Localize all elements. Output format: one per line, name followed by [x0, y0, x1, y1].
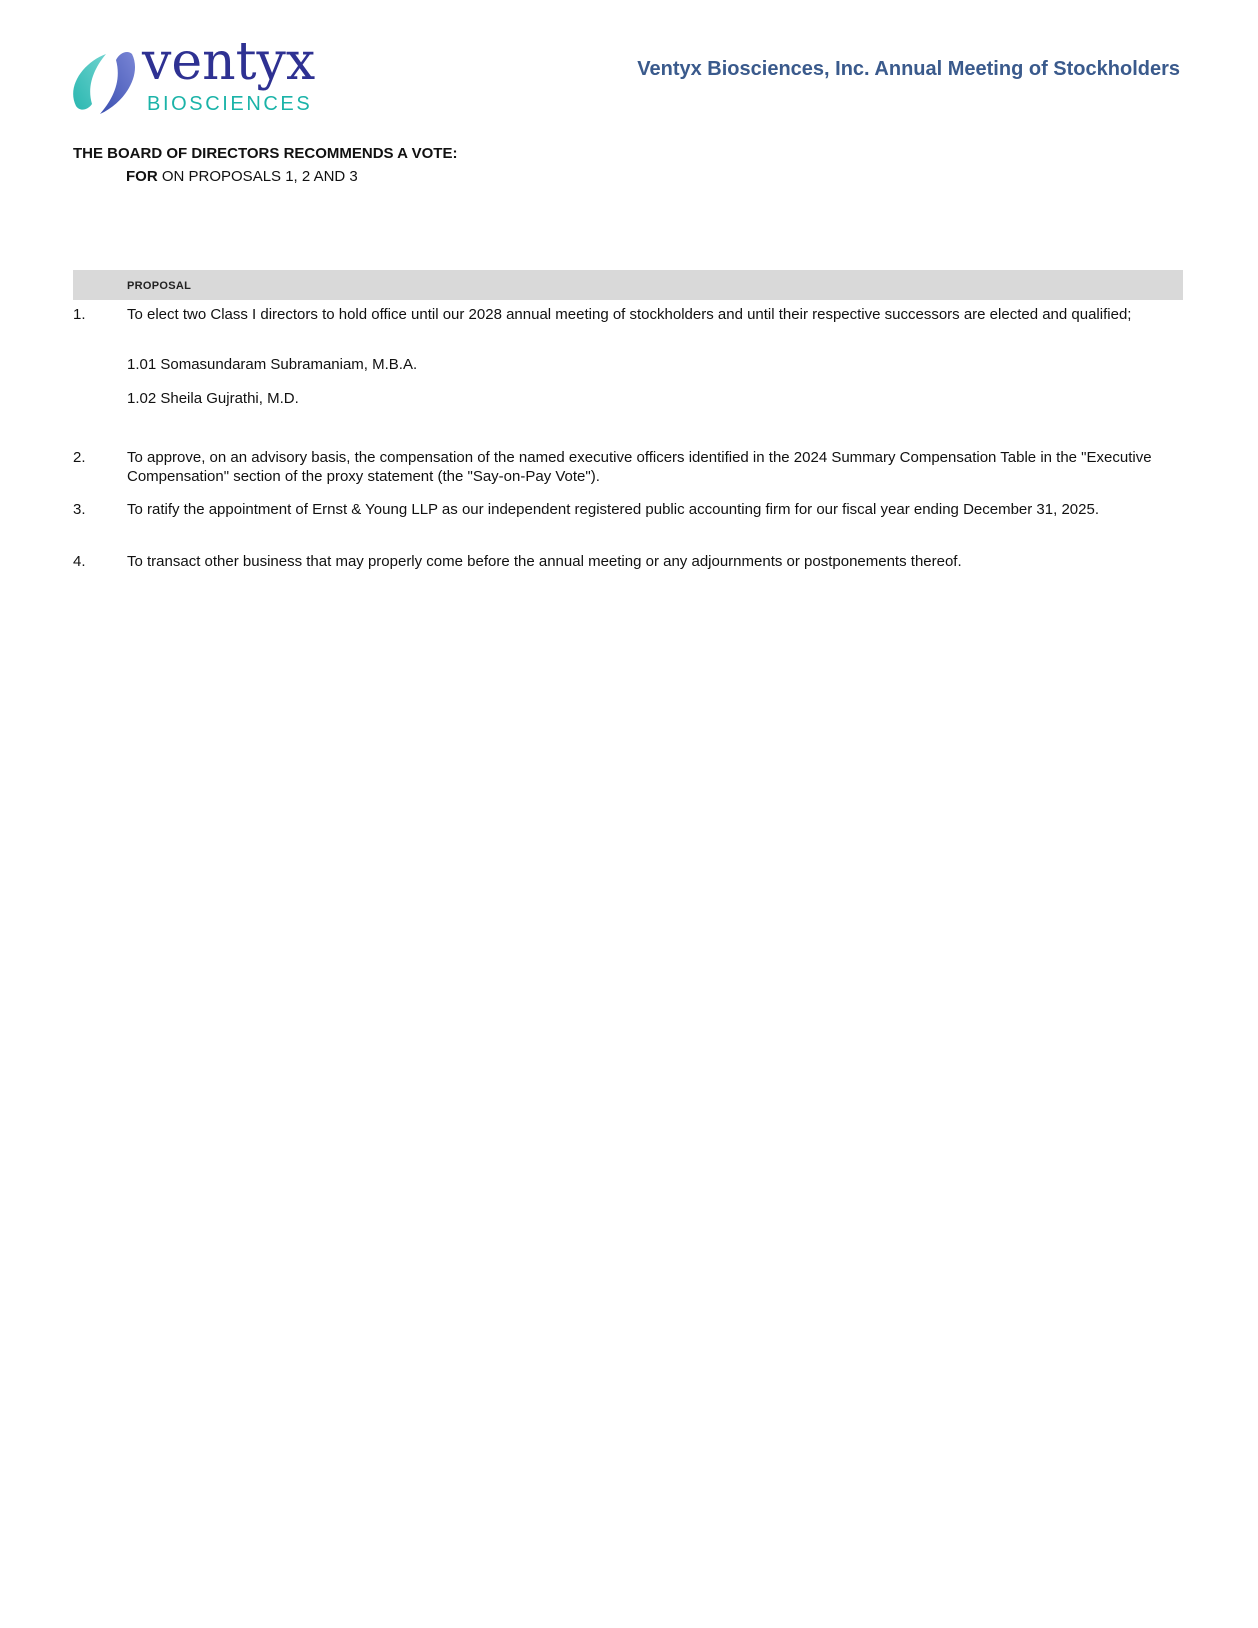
company-logo [70, 32, 330, 120]
proposal-number: 2. [73, 449, 86, 466]
proposal-text: To transact other business that may properly come before the annual meeting or any adjournments or postponements thereof. [127, 553, 962, 570]
proposal-table-header [73, 270, 1183, 300]
proposal-header-label: PROPOSAL [127, 280, 192, 292]
vote-for-label: FOR [126, 168, 158, 185]
board-vote-line [126, 168, 358, 185]
proposal-number: 4. [73, 553, 86, 570]
vote-proposals-text: ON PROPOSALS 1, 2 AND 3 [157, 168, 358, 185]
proposal-text: To ratify the appointment of Ernst & Young LLP as our independent registered public accounting firm for our fiscal year ending December 31, 2025. [127, 501, 1099, 518]
proposal-item-1 [73, 305, 1183, 324]
logo-wordmark: ventyx [142, 32, 316, 92]
proposal-item-4 [73, 552, 1183, 571]
proposal-text: To approve, on an advisory basis, the compensation of the named executive officers identified in the 2024 Summary Compensation Table in the "Executive Compensation" section of the proxy statement (the "Say-on-Pay Vote"). [127, 449, 1152, 485]
proposal-number: 3. [73, 501, 86, 518]
proposal-number: 1. [73, 306, 86, 323]
proposal-item-3 [73, 500, 1183, 519]
nominee-item: 1.02 Sheila Gujrathi, M.D. [127, 390, 299, 407]
page-title: Ventyx Biosciences, Inc. Annual Meeting of Stockholders [637, 58, 1180, 80]
ventyx-logo-icon [70, 44, 140, 120]
nominee-item: 1.01 Somasundaram Subramaniam, M.B.A. [127, 356, 418, 373]
board-recommendation: THE BOARD OF DIRECTORS RECOMMENDS A VOTE: [73, 145, 458, 162]
proposal-item-2 [73, 448, 1183, 486]
proposal-text: To elect two Class I directors to hold office until our 2028 annual meeting of stockholders and until their respective successors are elected and qualified; [127, 306, 1132, 323]
logo-subtitle: BIOSCIENCES [147, 93, 313, 115]
